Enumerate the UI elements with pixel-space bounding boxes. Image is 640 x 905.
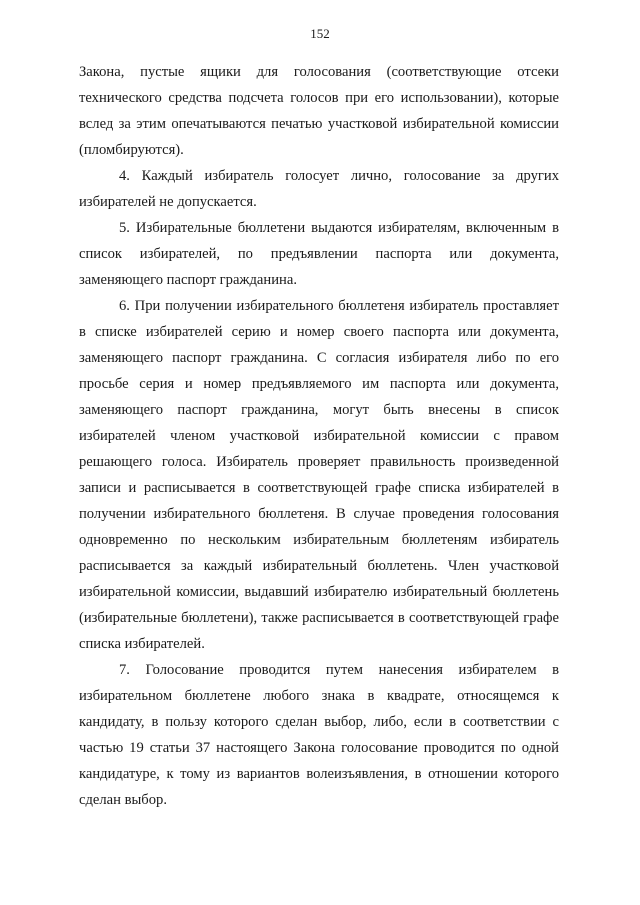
- paragraph-continuation: Закона, пустые ящики для голосования (соответствующие отсеки технического средства подсчета голосов при его использовании), которые вслед за этим опечатываются печатью участковой избирательной комиссии (пломбируются).: [79, 64, 559, 158]
- page-number: 152: [310, 26, 330, 41]
- document-body: [79, 59, 559, 813]
- paragraph-item-6: 6. При получении избирательного бюллетеня избиратель проставляет в списке избирателей серию и номер своего паспорта или документа, заменяющего паспорт гражданина. С согласия избирателя либо по его просьбе серия и номер предъявляемого им паспорта или документа, заменяющего паспорт гражданина, могут быть внесены в список избирателей членом участковой избирательной комиссии с правом решающего голоса. Избиратель проверяет правильность произведенной записи и расписывается в соответствующей графе списка избирателей в получении избирательного бюллетеня. В случае проведения голосования одновременно по нескольким избирательным бюллетеням избиратель расписывается за каждый избирательный бюллетень. Член участковой избирательной комиссии, выдавший избирателю избирательный бюллетень (избирательные бюллетени), также расписывается в соответствующей графе списка избирателей.: [79, 298, 559, 652]
- paragraph-item-7: 7. Голосование проводится путем нанесения избирателем в избирательном бюллетене любого знака в квадрате, относящемся к кандидату, в пользу которого сделан выбор, либо, если в соответствии с частью 19 статьи 37 настоящего Закона голосование проводится по одной кандидатуре, к тому из вариантов волеизъявления, в отношении которого сделан выбор.: [79, 662, 559, 808]
- paragraph-item-5: 5. Избирательные бюллетени выдаются избирателям, включенным в список избирателей, по предъявлении паспорта или документа, заменяющего паспорт гражданина.: [79, 220, 559, 288]
- paragraph-item-4: 4. Каждый избиратель голосует лично, голосование за других избирателей не допускается.: [79, 168, 559, 210]
